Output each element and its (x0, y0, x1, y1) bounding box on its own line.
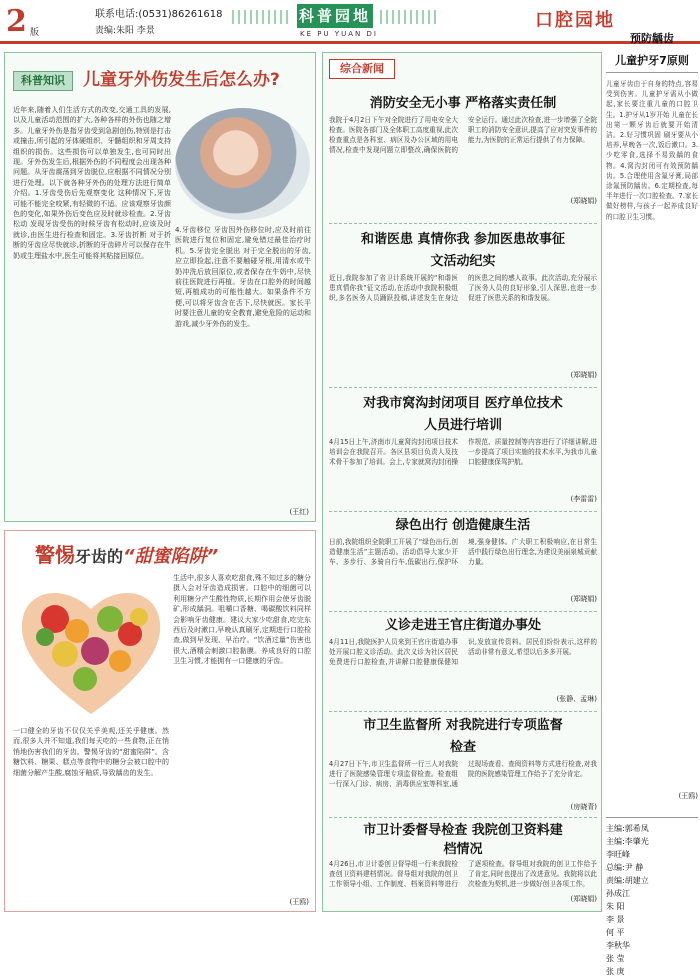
staff-line: 主编:郭希凤 (606, 824, 649, 833)
page-header (0, 0, 700, 44)
version-label: 版 (30, 28, 40, 38)
staff-line: 何 平 (606, 928, 625, 937)
column-title: 科普园地 (297, 4, 373, 28)
sweet-trap-article (4, 530, 316, 912)
article-byline: (郑晓娟) (570, 371, 597, 379)
right-byline: (王鸥) (678, 792, 698, 800)
knowledge-article (4, 52, 316, 522)
staff-line: 朱 阳 (606, 902, 625, 911)
article-byline: (郑晓娟) (570, 895, 597, 903)
staff-line: 李秋华 (606, 941, 630, 950)
divider (329, 223, 597, 224)
trap-headline (35, 539, 218, 568)
article-byline: (李雷雷) (570, 495, 597, 503)
article-title: 消防安全无小事 严格落实责任制 (369, 96, 557, 111)
knowledge-headline: 儿童牙外伤发生后怎么办? (83, 70, 280, 90)
news-article (329, 393, 597, 504)
article-byline: (房晓青) (570, 803, 597, 811)
right-title-a: 预防龋齿 (630, 32, 674, 45)
trap-headline-c: “甜蜜陷阱” (123, 546, 219, 567)
trap-text-b: 生活中,很多人喜欢吃甜食,殊不知过多的糖分摄入会对牙齿造成损害。口腔中的细菌可以利用糖分产生酸性物质,长期作用会使牙齿脱矿,形成龋洞。咀嚼口香糖、喝碳酸饮料同样会影响牙齿健康。建议大家少吃甜食,吃完东西后及时漱口,早晚认真刷牙,定期进行口腔检查,做到早发现、早治疗。“饮酒过量”伤害也很大,酒精会刺激口腔黏膜。养成良好的口腔卫生习惯,才能拥有一口健康的牙齿。 (173, 574, 311, 666)
section-tag-news: 综合新闻 (329, 59, 395, 79)
article-body: 4月11日,我院医护人员来到王官庄街道办事处开展口腔义诊活动。此次义诊为社区居民免费进行口腔检查,并讲解口腔健康保健知识,发放宣传资料。居民们纷纷表示,这样的活动非常有意义,希望以后多多开展。 (329, 638, 597, 666)
right-title-b: 儿童护牙7原则 (606, 52, 698, 73)
staff-line: 主编:李肇光 (606, 837, 649, 846)
news-article (329, 615, 597, 704)
article-title: 和谐医患 真情你我 参加医患故事征文活动纪实 (360, 232, 566, 269)
article-body: 近日,我院参加了省卫计系统开展的“和谐医患真情你我”征文活动,在活动中我院积极组织,多名医务人员踊跃投稿,讲述发生在身边的医患之间的感人故事。此次活动,充分展示了医务人员的良好形象,引人深思,也进一步促进了医患关系的和谐发展。 (329, 274, 597, 302)
trap-headline-b: 牙齿的 (75, 547, 124, 566)
left-column (4, 52, 316, 912)
news-column (322, 52, 602, 912)
article-title: 市卫生监督所 对我院进行专项监督检查 (363, 718, 563, 755)
article-body: 4月27日下午,市卫生监督所一行三人对我院进行了医院感染管理专项监督检查。检查组一行深入门诊、病房、消毒供应室等科室,通过现场查看、查阅资料等方式进行检查,对我院的医院感染管理工作给予了充分肯定。 (329, 760, 597, 788)
page-number: 2 (6, 4, 27, 39)
article-body: 日前,我院组织全院职工开展了“绿色出行,创造健康生活”主题活动。活动倡导大家少开车、多步行、多骑自行车,低碳出行,保护环境,强身健体。广大职工积极响应,在日常生活中践行绿色出行理念,为建设美丽泉城贡献力量。 (329, 538, 597, 566)
divider (329, 611, 597, 612)
article-body: 4月26日,市卫计委创卫督导组一行来我院检查创卫资料建档情况。督导组对我院的创卫工作领导小组、工作制度、档案资料等进行了逐项检查。督导组对我院的创卫工作给予了肯定,同时也提出了改进意见。我院将以此次检查为契机,进一步做好创卫各项工作。 (329, 860, 597, 888)
knowledge-text-a: 近年来,随着人们生活方式的改变,交通工具的发展,以及儿童活动范围的扩大,各种各样的外伤也随之增多。儿童牙外伤是指牙齿受到急剧创伤,特别是打击或撞击,所引起的牙体硬组织、牙髓组织和牙周支持组织的损伤。这些损伤可以单独发生,也可同时出现。牙外伤发生后,根据外伤的不同程度会出现各种问题。从牙齿震荡到牙齿脱位,应根据不同情况分别进行处理。以下就各种牙外伤的处理方法进行简单介绍。1.牙齿受伤后先观察变化 这种情况下,牙齿可能不能完全咬紧,有轻微的不适。应该观察牙齿颜色的变化,如果外伤后变色应及时就诊检查。2.牙齿松动 发现牙齿受伤的时候牙齿有松动时,应该及时就诊,由医生进行检查和固定。3.牙齿折断 对于折断的牙齿应尽快就诊,折断的牙齿碎片可以保存在牛奶或生理盐水中,医生可能将其粘接回原位。 (13, 106, 171, 260)
article-byline: (郑晓娟) (570, 197, 597, 205)
staff-line: 总编:尹 静 (606, 863, 644, 872)
contact-block (95, 8, 223, 38)
divider (329, 817, 597, 818)
trap-headline-a: 警惕 (35, 543, 75, 567)
column-pinyin: KE PU YUAN DI (300, 30, 378, 38)
trap-byline: (王鸥) (289, 898, 309, 906)
staff-line: 孙成江 (606, 889, 630, 898)
fruit-heart-image (15, 579, 167, 719)
news-article (329, 229, 597, 380)
staff-list (606, 817, 698, 978)
section-tag-knowledge: 科普知识 (13, 71, 73, 91)
right-body: 儿童牙齿由于自身的特点,容易受到伤害。儿童护牙需从小做起,家长要注重儿童的口腔卫生。1.护牙从1岁开始 儿童在长出第一颗牙齿后就要开始清洁。2.好习惯巩固 刷牙要从小培养,早晚各一次,饭后漱口。3.少吃零食,选择不易致龋的食物。4.窝沟封闭可有效预防龋齿。5.合理使用含氟牙膏,局部涂氟预防龋齿。6.定期检查,每半年进行一次口腔检查。7.家长做好榜样,与孩子一起养成良好的口腔卫生习惯。 (606, 80, 699, 221)
article-body: 4月15日上午,济南市儿童窝沟封闭项目技术培训会在我院召开。各区县项目负责人及技术骨干参加了培训。会上,专家就窝沟封闭操作规范、质量控制等内容进行了详细讲解,进一步提高了项目实施的技术水平,为我市儿童口腔健康保驾护航。 (329, 438, 597, 466)
news-article (329, 821, 597, 904)
divider (329, 511, 597, 512)
news-article (329, 715, 597, 812)
article-title: 市卫计委督导检查 我院创卫资料建档情况 (363, 823, 563, 857)
knowledge-text-b: 4.牙齿移位 牙齿因外伤移位时,应及时前往医院进行复位和固定,避免错过最佳治疗时机。5.牙齿完全脱出 对于完全脱出的牙齿,应立即捡起,注意不要触碰牙根,用清水或牛奶冲洗后放回原位,或者保存在牛奶中,尽快前往医院进行再植。牙齿在口腔外的时间越短,再植成功的可能性越大。如果条件不方便,可以将牙齿含在舌下,尽快就医。家长平时要注意儿童的安全教育,避免危险的运动和游戏,减少牙外伤的发生。 (175, 226, 311, 328)
article-byline: (张静、孟琳) (556, 695, 597, 703)
staff-line: 责编:胡建立 (606, 876, 649, 885)
staff-line: 张 庚 (606, 967, 625, 976)
article-title: 义诊走进王官庄街道办事处 (384, 618, 541, 633)
divider (329, 387, 597, 388)
dental-exam-photo (175, 108, 310, 220)
staff-line: 李 景 (606, 915, 625, 924)
article-body: 我院于4月2日下午对全院进行了用电安全大检查。医院各部门及全体职工高度重视,此次检查重点是各科室、病区及办公区域的用电情况,检查中发现问题立即整改,确保医院的安全运行。通过此次检查,进一步增强了全院职工的消防安全意识,提高了应对突发事件的能力,为医院的正常运行提供了有力保障。 (329, 116, 597, 154)
brand-logo: 口腔园地 (535, 10, 615, 31)
staff-line: 李旺峰 (606, 850, 630, 859)
decor-stripes-right (380, 10, 440, 24)
article-byline: (郑晓娟) (570, 595, 597, 603)
editor-line: 责编:朱阳 李景 (95, 26, 155, 36)
trap-text-a: 一口健全的牙齿不仅仅关乎美观,还关乎健康。然而,很多人并不知道,我们每天吃的一些食物,正在悄悄地伤害我们的牙齿。警惕牙齿的“甜蜜陷阱”。含糖饮料、糖果、糕点等食物中的糖分会被口腔中的细菌分解产生酸,腐蚀牙釉质,导致龋齿的发生。 (13, 727, 169, 777)
article-title: 绿色出行 创造健康生活 (395, 518, 531, 533)
contact-phone: 联系电话:(0531)86261618 (95, 9, 223, 20)
article-title: 对我市窝沟封闭项目 医疗单位技术人员进行培训 (363, 396, 563, 433)
staff-line: 张 莹 (606, 954, 625, 963)
right-column (606, 14, 699, 976)
news-article (329, 93, 597, 206)
knowledge-byline: (王红) (289, 508, 309, 516)
divider (329, 711, 597, 712)
news-article (329, 515, 597, 604)
decor-stripes-left (232, 10, 292, 24)
